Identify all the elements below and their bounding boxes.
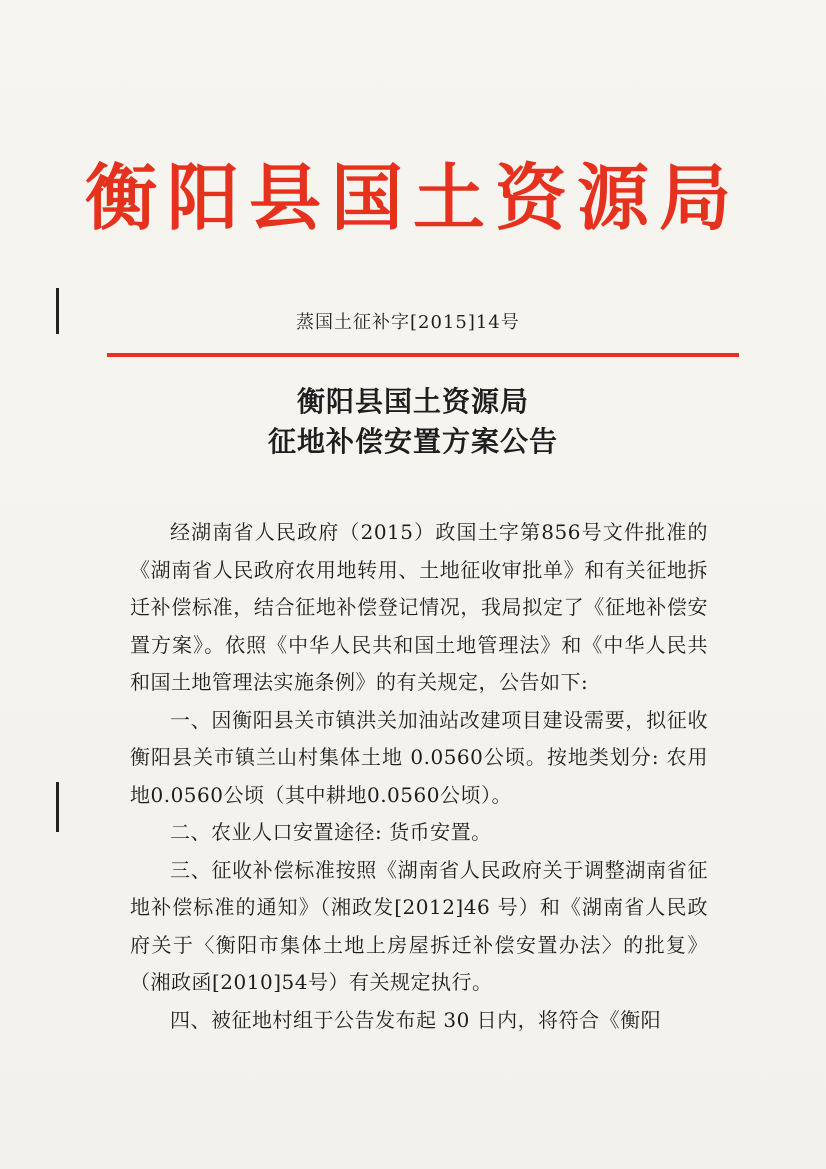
announcement-title-line1: 衡阳县国土资源局 (296, 385, 529, 418)
paragraph-item-4: 四、被征地村组于公告发布起 30 日内，将符合《衡阳 (170, 1007, 662, 1032)
paragraph-item-2: 二、农业人口安置途径: 货币安置。 (170, 820, 492, 844)
binder-mark-bottom (56, 782, 59, 832)
paragraph-item-1: 一、因衡阳县关市镇洪关加油站改建项目建设需要，拟征收衡阳县关市镇兰山村集体土地 0.0560公顷。按地类划分: 农用地0.0560公顷（其中耕地0.0560公顷）。 (130, 707, 708, 807)
paragraph-item-3: 三、征收补偿标准按照《湖南省人民政府关于调整湖南省征地补偿标准的通知》（湘政发[2012]46 号）和《湖南省人民政府关于〈衡阳市集体土地上房屋拆迁补偿安置办法〉的批复》（湘政函[2010]54号）有关规定执行。 (130, 857, 708, 994)
document-number: 蒸国土征补字[2015]14号 (296, 312, 520, 333)
red-separator-line (107, 353, 739, 357)
announcement-title-line2: 征地补偿安置方案公告 (267, 425, 558, 458)
letterhead: 衡阳县国土资源局 (84, 155, 741, 240)
announcement-body (130, 514, 708, 1039)
binder-mark-top (56, 288, 59, 334)
paragraph-intro: 经湖南省人民政府（2015）政国土字第856号文件批准的《湖南省人民政府农用地转用、土地征收审批单》和有关征地拆迁补偿标准，结合征地补偿登记情况，我局拟定了《征地补偿安置方案》。依照《中华人民共和国土地管理法》和《中华人民共和国土地管理法实施条例》的有关规定，公告如下: (130, 520, 708, 694)
